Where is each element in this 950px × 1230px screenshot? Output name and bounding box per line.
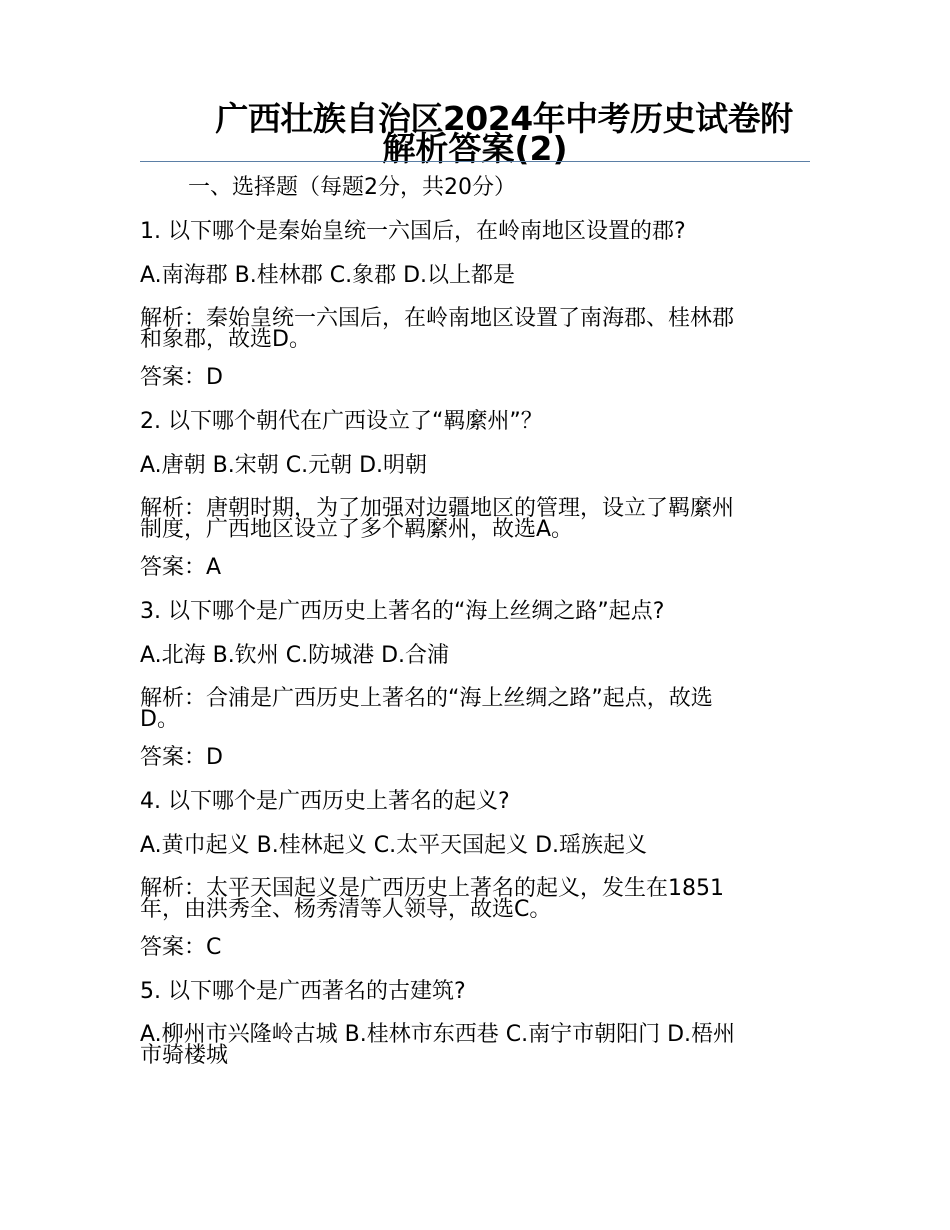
- question-text: 2. 以下哪个朝代在广西设立了“羁縻州”？: [140, 409, 543, 434]
- question-text: 1. 以下哪个是秦始皇统一六国后，在岭南地区设置的郡?: [140, 219, 686, 244]
- question-answer: 答案：D: [140, 745, 223, 770]
- analysis-line: 和象郡，故选D。: [140, 327, 311, 352]
- document-body: [140, 176, 820, 1082]
- question-options: [140, 1024, 820, 1066]
- document-title: [140, 99, 810, 168]
- question-4: [140, 790, 820, 960]
- analysis-line: 制度，广西地区设立了多个羁縻州，故选A。: [140, 517, 574, 542]
- analysis-line: 年，由洪秀全、杨秀清等人领导，故选C。: [140, 897, 552, 922]
- title-line-2: 解析答案(2): [382, 129, 568, 168]
- analysis-line: 解析：合浦是广西历史上著名的“海上丝绸之路”起点，故选: [140, 686, 713, 711]
- question-options: A.唐朝 B.宋朝 C.元朝 D.明朝: [140, 453, 428, 478]
- question-options: A.北海 B.钦州 C.防城港 D.合浦: [140, 643, 450, 668]
- title-line-1: 广西壮族自治区2024年中考历史试卷附: [215, 99, 793, 138]
- title-underline: [140, 161, 810, 162]
- question-analysis: [140, 308, 820, 350]
- options-line: 市骑楼城: [140, 1043, 229, 1068]
- analysis-line: D。: [140, 707, 179, 732]
- question-analysis: [140, 878, 820, 920]
- analysis-line: 解析：唐朝时期，为了加强对边疆地区的管理，设立了羁縻州: [140, 496, 735, 521]
- question-5: [140, 980, 820, 1066]
- question-text: 3. 以下哪个是广西历史上著名的“海上丝绸之路”起点?: [140, 599, 665, 624]
- question-2: [140, 410, 820, 580]
- question-1: [140, 220, 820, 390]
- question-answer: 答案：A: [140, 555, 222, 580]
- section-heading: 一、选择题（每题2分，共20分）: [188, 175, 516, 200]
- question-analysis: [140, 688, 820, 730]
- question-text: 5. 以下哪个是广西著名的古建筑?: [140, 979, 466, 1004]
- question-options: A.黄巾起义 B.桂林起义 C.太平天国起义 D.瑶族起义: [140, 833, 648, 858]
- question-options: A.南海郡 B.桂林郡 C.象郡 D.以上都是: [140, 263, 516, 288]
- question-answer: 答案：C: [140, 935, 222, 960]
- analysis-line: 解析：太平天国起义是广西历史上著名的起义，发生在1851: [140, 876, 724, 901]
- question-3: [140, 600, 820, 770]
- question-answer: 答案：D: [140, 365, 223, 390]
- analysis-line: 解析：秦始皇统一六国后，在岭南地区设置了南海郡、桂林郡: [140, 306, 735, 331]
- question-analysis: [140, 498, 820, 540]
- options-line: A.柳州市兴隆岭古城 B.桂林市东西巷 C.南宁市朝阳门 D.梧州: [140, 1022, 736, 1047]
- question-text: 4. 以下哪个是广西历史上著名的起义?: [140, 789, 510, 814]
